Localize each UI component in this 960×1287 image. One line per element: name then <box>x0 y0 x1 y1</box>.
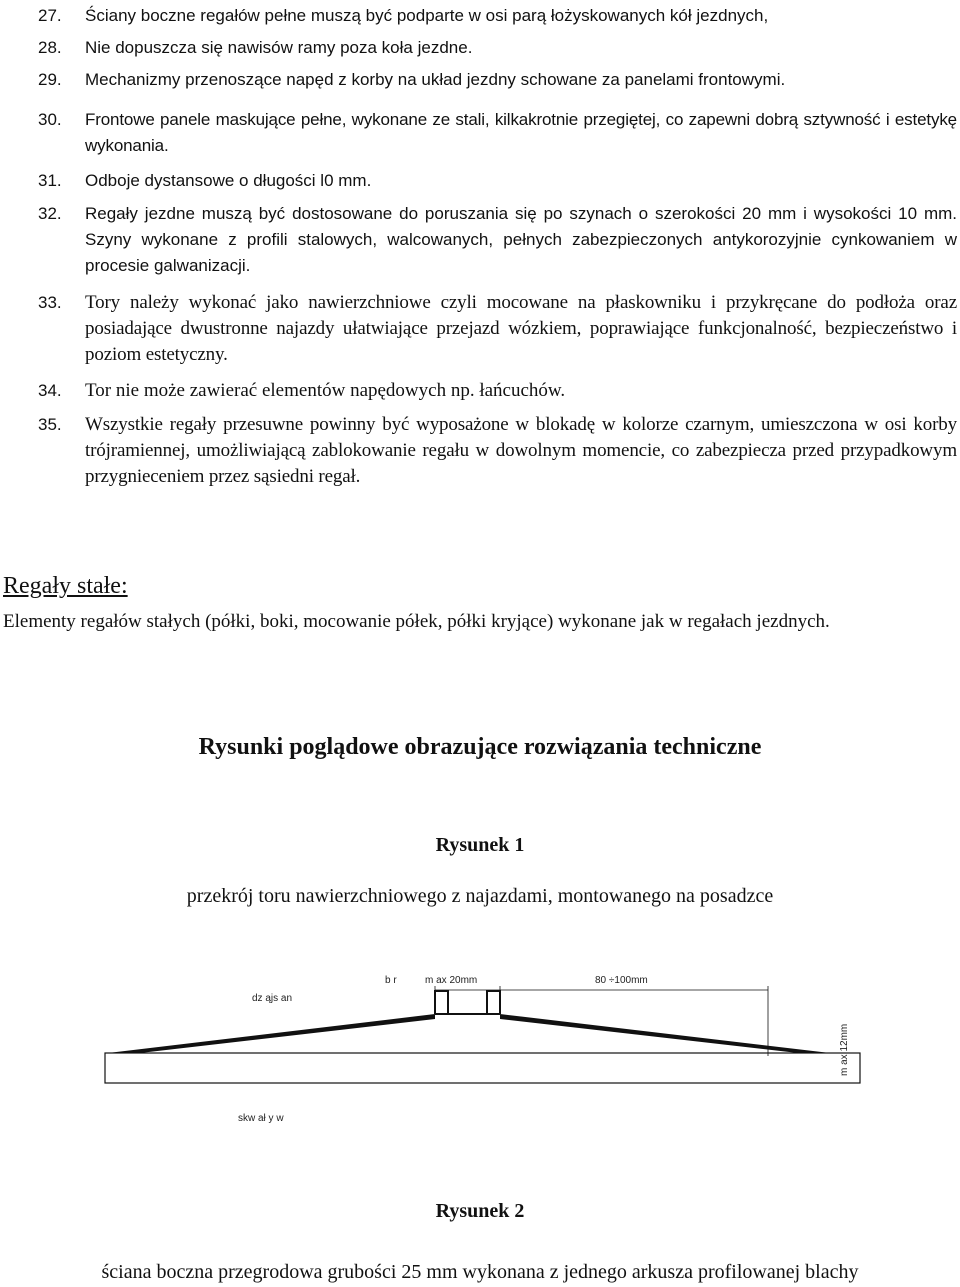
section-heading: Regały stałe: <box>3 573 128 599</box>
label-gap: b r <box>385 975 397 986</box>
item-number: 29. <box>38 70 62 89</box>
label-width: m ax 20mm <box>425 975 478 986</box>
item-number: 34. <box>38 381 62 400</box>
label-ramp-width: 80 ÷100mm <box>595 975 648 986</box>
figures-heading: Rysunki poglądowe obrazujące rozwiązania techniczne <box>198 734 762 760</box>
label-height: m ax 12mm <box>839 1023 850 1076</box>
item-text: Frontowe panele maskujące pełne, wykonane ze stali, kilkakrotnie przegiętej, co zapewni dobrą sztywność i estetykę wykonania. <box>85 110 957 155</box>
floor-slab <box>105 1053 860 1083</box>
item-number: 35. <box>38 415 62 434</box>
item-number: 33. <box>38 293 62 312</box>
item-number: 32. <box>38 204 62 223</box>
label-left-top: dz ąjs an <box>252 993 293 1004</box>
item-text: Tor nie może zawierać elementów napędowych np. łańcuchów. <box>85 380 566 401</box>
figure-1-title: Rysunek 1 <box>435 834 525 856</box>
item-number: 30. <box>38 110 62 129</box>
track-cross-section-drawing <box>100 966 870 1136</box>
left-ramp <box>108 1014 435 1053</box>
item-text: Nie dopuszcza się nawisów ramy poza koła jezdne. <box>85 38 473 57</box>
right-ramp <box>500 1014 830 1053</box>
label-bottom: skw ał y w <box>238 1113 284 1124</box>
item-text: Regały jezdne muszą być dostosowane do poruszania się po szynach o szerokości 20 mm i wysokości 10 mm. Szyny wykonane z profili stalowych, walcowanych, pełnych zabezpieczonych antykorozyjnie cynkowaniem w procesie galwanizacji. <box>85 204 957 275</box>
item-number: 31. <box>38 171 62 190</box>
figure-1-caption: przekrój toru nawierzchniowego z najazdami, montowanego na posadzce <box>186 885 774 907</box>
figure-2-caption: ściana boczna przegrodowa grubości 25 mm wykonana z jednego arkusza profilowanej blachy <box>101 1261 859 1283</box>
item-text: Wszystkie regały przesuwne powinny być wyposażone w blokadę w kolorze czarnym, umieszczona w osi korby trójramiennej, umożliwiającą zablokowanie regału w dowolnym momencie, co zabezpiecza przed przypadkowym przygnieceniem przez sąsiedni regał. <box>85 414 957 487</box>
item-text: Odboje dystansowe o długości l0 mm. <box>85 171 372 190</box>
item-number: 28. <box>38 38 62 57</box>
figure-2-title: Rysunek 2 <box>435 1200 525 1222</box>
item-number: 27. <box>38 6 62 25</box>
rail-profile <box>435 991 500 1014</box>
section-body: Elementy regałów stałych (półki, boki, mocowanie półek, półki kryjące) wykonane jak w regałach jezdnych. <box>3 611 830 632</box>
item-text: Ściany boczne regałów pełne muszą być podparte w osi parą łożyskowanych kół jezdnych, <box>85 6 769 25</box>
item-text: Tory należy wykonać jako nawierzchniowe czyli mocowane na płaskowniku i przykręcane do podłoża oraz posiadające dwustronne najazdy ułatwiające przejazd wózkiem, poprawiające funkcjonalność, bezpieczeństwo i poziom estetyczny. <box>85 292 957 365</box>
item-text: Mechanizmy przenoszące napęd z korby na układ jezdny schowane za panelami frontowymi. <box>85 70 786 89</box>
